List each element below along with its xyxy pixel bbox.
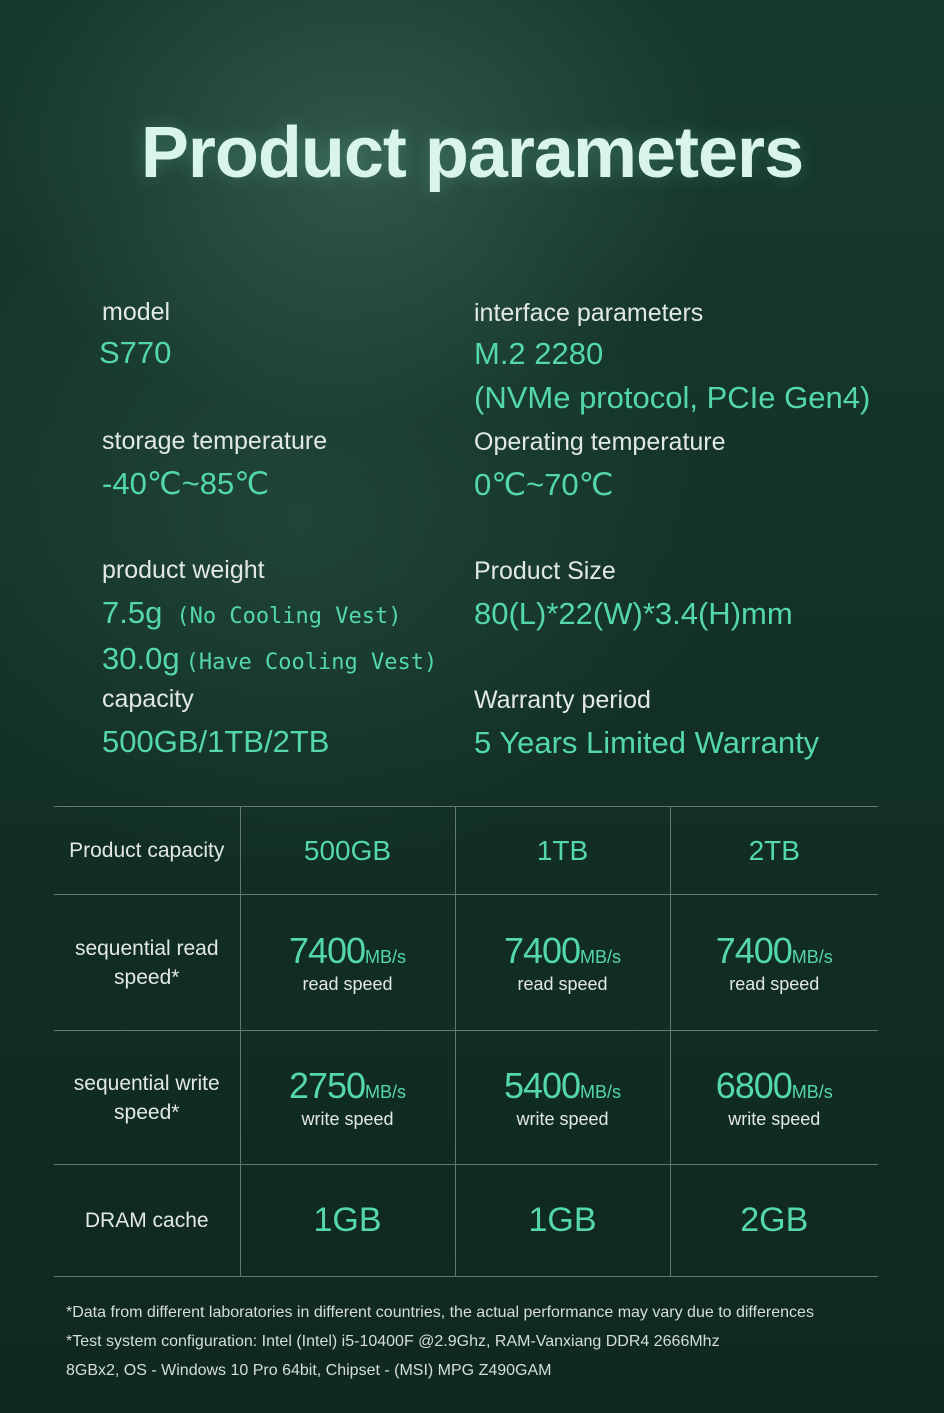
- param-weight-label: product weight: [102, 556, 265, 584]
- param-size: [474, 556, 793, 636]
- capacity-cell-3: 2TB: [670, 807, 878, 895]
- weight-note-with-vest: (Have Cooling Vest): [185, 650, 438, 675]
- param-model: [99, 297, 172, 375]
- write-speed-unit: MB/s: [791, 1082, 833, 1102]
- read-speed-unit: MB/s: [791, 947, 833, 967]
- table-row-write-speed: [54, 1031, 878, 1165]
- param-operating-temperature-value: 0℃~70℃: [474, 467, 614, 502]
- param-operating-temperature: [474, 427, 726, 507]
- write-speed-unit: MB/s: [365, 1082, 407, 1102]
- read-speed-value: 7400: [503, 930, 581, 971]
- param-storage-temperature: [102, 426, 327, 506]
- param-interface-value-line2: (NVMe protocol, PCIe Gen4): [474, 380, 871, 415]
- table-row-read-speed: [54, 895, 878, 1031]
- write-speed-value: 5400: [503, 1065, 581, 1106]
- param-interface-value: [474, 332, 870, 420]
- table-row-capacity: [54, 807, 878, 895]
- param-interface: [474, 298, 870, 420]
- param-capacity-label: capacity: [102, 685, 194, 713]
- param-interface-label: interface parameters: [474, 299, 704, 327]
- weight-value-no-vest: 7.5g: [102, 595, 163, 630]
- dram-cell-1: 1GB: [240, 1165, 455, 1277]
- param-model-label: model: [102, 298, 171, 326]
- param-warranty: [474, 685, 819, 765]
- read-speed-unit: MB/s: [580, 947, 622, 967]
- footnote-3: 8GBx2, OS - Windows 10 Pro 64bit, Chipset - (MSI) MPG Z490GAM: [66, 1362, 552, 1379]
- capacity-cell-2: 1TB: [455, 807, 670, 895]
- write-speed-cell-3: [670, 1031, 878, 1165]
- param-interface-value-line1: M.2 2280: [474, 336, 604, 371]
- param-warranty-value: 5 Years Limited Warranty: [474, 725, 820, 760]
- row-header-dram: DRAM cache: [54, 1165, 240, 1277]
- page-title: Product parameters: [140, 113, 804, 193]
- table-row-dram: [54, 1165, 878, 1277]
- write-speed-unit: MB/s: [580, 1082, 622, 1102]
- param-model-value: S770: [99, 335, 172, 370]
- read-speed-value: 7400: [715, 930, 792, 971]
- write-speed-value: 6800: [715, 1065, 792, 1106]
- param-capacity: [102, 684, 329, 764]
- write-speed-caption: write speed: [728, 1109, 821, 1129]
- dram-cell-2: 1GB: [455, 1165, 670, 1277]
- write-speed-cell-2: [455, 1031, 670, 1165]
- read-speed-caption: read speed: [517, 974, 608, 994]
- row-header-capacity: Product capacity: [54, 807, 240, 895]
- row-header-read-speed: [54, 895, 240, 1031]
- footnote-1: *Data from different laboratories in different countries, the actual performance may vary due to differences: [66, 1304, 814, 1321]
- param-warranty-label: Warranty period: [474, 686, 651, 714]
- weight-row-2: [102, 637, 437, 681]
- row-header-write-speed: [54, 1031, 240, 1165]
- param-capacity-value: 500GB/1TB/2TB: [102, 724, 330, 759]
- capacity-cell-1: 500GB: [240, 807, 455, 895]
- footnote-2: *Test system configuration: Intel (Intel) i5-10400F @2.9Ghz, RAM-Vanxiang DDR4 2666Mhz: [66, 1333, 720, 1350]
- write-speed-value: 2750: [288, 1065, 366, 1106]
- read-speed-cell-1: [240, 895, 455, 1031]
- weight-value-with-vest: 30.0g: [102, 641, 180, 676]
- write-speed-cell-1: [240, 1031, 455, 1165]
- dram-cell-3: 2GB: [670, 1165, 878, 1277]
- footnotes: [66, 1298, 926, 1385]
- param-operating-temperature-label: Operating temperature: [474, 428, 726, 456]
- read-speed-caption: read speed: [729, 974, 820, 994]
- weight-note-no-vest: (No Cooling Vest): [176, 604, 402, 629]
- param-size-value: 80(L)*22(W)*3.4(H)mm: [474, 596, 793, 631]
- param-size-label: Product Size: [474, 557, 616, 585]
- read-speed-cell-2: [455, 895, 670, 1031]
- row-header-read-line1: sequential read: [74, 936, 219, 960]
- param-storage-temperature-value: -40℃~85℃: [102, 466, 270, 501]
- write-speed-caption: write speed: [516, 1109, 609, 1129]
- read-speed-unit: MB/s: [365, 947, 407, 967]
- read-speed-value: 7400: [288, 930, 366, 971]
- row-header-write-line2: speed*: [114, 1100, 180, 1124]
- weight-row-1: [102, 591, 437, 635]
- row-header-write-line1: sequential write: [73, 1071, 220, 1095]
- read-speed-cell-3: [670, 895, 878, 1031]
- spec-table: [54, 806, 878, 1277]
- row-header-read-line2: speed*: [114, 965, 180, 989]
- param-weight: [102, 555, 437, 681]
- read-speed-caption: read speed: [302, 974, 393, 994]
- write-speed-caption: write speed: [301, 1109, 394, 1129]
- param-storage-temperature-label: storage temperature: [102, 427, 328, 455]
